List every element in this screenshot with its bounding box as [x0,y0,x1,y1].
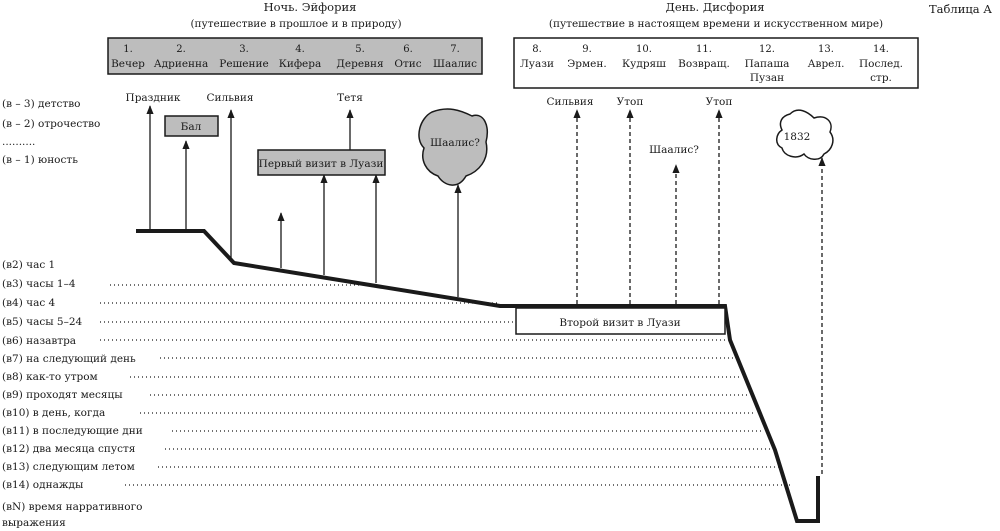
left-chapter-number: 6. [403,44,413,55]
time-level-label: (в8) как-то утром [2,371,98,383]
time-level-label: (в14) однажды [2,479,84,491]
left-chapter-number: 3. [239,44,249,55]
label-shaalis-q: Шаалис? [649,144,699,156]
year-1832-label: 1832 [783,131,811,143]
right-chapter-number: 12. [759,44,775,55]
right-chapter-name: Возвращ. [678,58,730,70]
left-chapter-number: 7. [450,44,460,55]
right-title: День. Дисфория [665,0,765,14]
right-chapter-name: Папаша [744,58,790,70]
bal-label: Бал [180,121,202,133]
past-level-label: (в – 1) юность [2,154,78,166]
second-visit-label: Второй визит в Луази [559,317,681,329]
left-chapter-name: Деревня [336,58,384,70]
left-chapter-name: Решение [219,58,269,70]
time-level-label: выражения [2,517,66,529]
left-subtitle: (путешествие в прошлое и в природу) [190,18,402,30]
right-chapter-name: Эрмен. [567,58,607,70]
time-level-label: (в5) часы 5–24 [2,316,83,328]
time-level-label: (в4) час 4 [2,297,56,309]
time-level-label: (в11) в последующие дни [2,425,143,437]
time-levels [2,259,143,529]
time-level-label: (в12) два месяца спустя [2,443,136,455]
past-level-label: (в – 2) отрочество [2,118,101,130]
right-chapter-number: 9. [582,44,592,55]
right-chapter-number: 10. [636,44,652,55]
left-chapter-number: 5. [355,44,365,55]
past-level-label: (в – 3) детство [2,98,81,110]
left-chapter-name: Кифера [278,58,322,70]
left-chapter-name: Шаалис [432,58,478,70]
time-level-label: (в10) в день, когда [2,407,106,419]
left-chapter-name: Отис [394,58,422,70]
shaalis-bubble-label: Шаалис? [430,137,480,149]
left-chapter-name: Вечер [111,58,145,70]
right-chapter-number: 13. [818,44,834,55]
right-subtitle: (путешествие в настоящем времени и искусственном мире) [548,18,884,30]
first-visit-label: Первый визит в Луази [258,158,384,170]
label-prazdnik: Праздник [125,92,181,104]
left-title: Ночь. Эйфория [263,0,357,14]
label-utop-1: Утоп [616,96,644,108]
right-chapter-number: 8. [532,44,542,55]
time-level-label: (вN) время нарративного [2,501,143,513]
right-chapter-name-line2: стр. [870,72,892,84]
label-tetya: Тетя [337,92,363,104]
time-level-label: (в13) следующим летом [2,461,135,473]
past-level-label: .......... [2,136,36,148]
right-chapter-number: 14. [873,44,889,55]
left-chapter-name: Адриенна [153,58,209,70]
right-chapter-name-line2: Пузан [749,72,785,84]
right-chapter-number: 11. [696,44,712,55]
past-levels [2,98,100,166]
label-silvia-left: Сильвия [206,92,254,104]
right-chapter-name: Луази [520,58,554,70]
time-level-label: (в6) назавтра [2,335,77,347]
time-level-label: (в7) на следующий день [2,353,136,365]
left-chapter-number: 2. [176,44,186,55]
left-chapter-number: 4. [295,44,305,55]
right-chapter-name: Кудряш [622,58,666,70]
right-chapter-name: Аврел. [807,58,845,70]
table-label: Таблица А [928,2,992,16]
label-silvia-right: Сильвия [546,96,594,108]
time-level-label: (в2) час 1 [2,259,56,271]
label-utop-2: Утоп [705,96,733,108]
time-level-label: (в3) часы 1–4 [2,278,76,290]
dashed-arrows [577,110,822,474]
narrative-timeline [136,231,818,521]
left-chapter-number: 1. [123,44,133,55]
time-level-label: (в9) проходят месяцы [2,389,123,401]
right-chapter-name: Послед. [858,58,904,70]
